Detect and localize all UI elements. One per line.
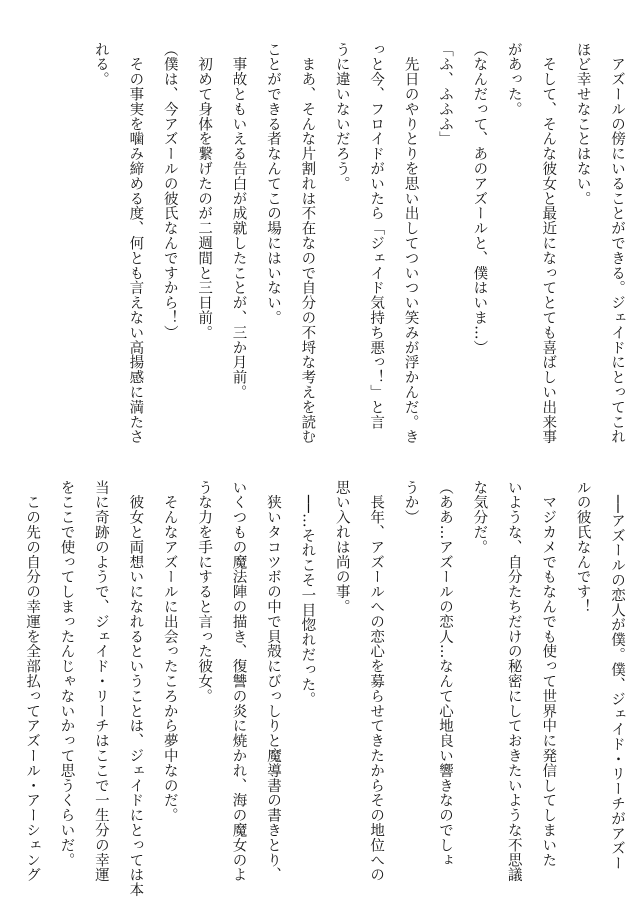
text-line: そんなアズールに出会ったころから夢中なのだ。 (161, 480, 178, 823)
text-line: ほど幸せなことはない。 (574, 42, 591, 206)
text-line: があった。 (505, 42, 522, 117)
text-line: （僕は、今アズールの彼氏なんですから！） (161, 42, 178, 340)
text-line: うか） (402, 480, 419, 525)
text-line: （なんだって、あのアズールと、僕はいま…） (471, 42, 488, 355)
text-line: れる。 (92, 42, 109, 87)
text-line: な気分だ。 (471, 480, 488, 555)
text-line: （ああ…アズールの恋人…なんて心地良い響きなのでしょ (436, 480, 453, 868)
text-line: その事実を噛み締める度、何とも言えない高揚感に満たさ (127, 42, 144, 445)
text-line: をここで使ってしまったんじゃないかって思うくらいだ。 (58, 480, 75, 868)
text-line: 彼女と両想いになれるということは、ジェイドにとっては本 (127, 480, 144, 898)
text-line: この先の自分の幸運を全部払ってアズール・アーシェング (24, 480, 41, 883)
text-line: っと今、フロイドがいたら「ジェイド気持ち悪っ！」と言 (368, 42, 385, 430)
upper-text-block (34, 42, 634, 445)
text-line: ──アズールの恋人が僕。僕、ジェイド・リーチがアズー (609, 480, 625, 871)
text-line: 狭いタコツボの中で貝殻にびっしりと魔導書の書きとり、 (264, 480, 281, 883)
lower-text-block (24, 480, 634, 898)
text-line: いような、自分たちだけの秘密にしておきたいような不思議 (505, 480, 522, 883)
text-line: アズールの傍にいることができる。ジェイドにとってこれ (609, 42, 625, 445)
text-line: うな力を手にすると言った彼女。 (196, 480, 213, 704)
text-line: ──…それこそ一目惚れだった。 (299, 480, 316, 707)
text-line: うに違いないだろう。 (333, 42, 350, 191)
text-line: 思い入れは尚の事。 (333, 480, 350, 615)
text-line: いくつもの魔法陣の描き、復讐の炎に焼かれ、海の魔女のよ (230, 480, 247, 883)
text-line: ルの彼氏なんです！ (574, 480, 591, 615)
text-line: 初めて身体を繋げたのが二週間と三日前。 (196, 42, 213, 340)
text-line: 先日のやりとりを思い出してついつい笑みが浮かんだ。き (402, 42, 419, 445)
text-line: 事故ともいえる告白が成就したことが、三か月前。 (230, 42, 247, 400)
text-line: まあ、そんな片割れは不在なので自分の不埒な考えを読む (299, 42, 316, 445)
text-line: そして、そんな彼女と最近になってとても喜ばしい出来事 (540, 42, 557, 445)
text-line: 「ふ、ふふふ」 (436, 42, 453, 147)
text-line: ことができる者なんてこの場にはいない。 (264, 42, 281, 326)
text-line: マジカメでもなんでも使って世界中に発信してしまいた (540, 480, 557, 868)
text-line: 当に奇跡のようで、ジェイド・リーチはここで一生分の幸運 (92, 480, 109, 883)
text-line: 長年、アズールへの恋心を募らせてきたからその地位への (368, 480, 385, 883)
